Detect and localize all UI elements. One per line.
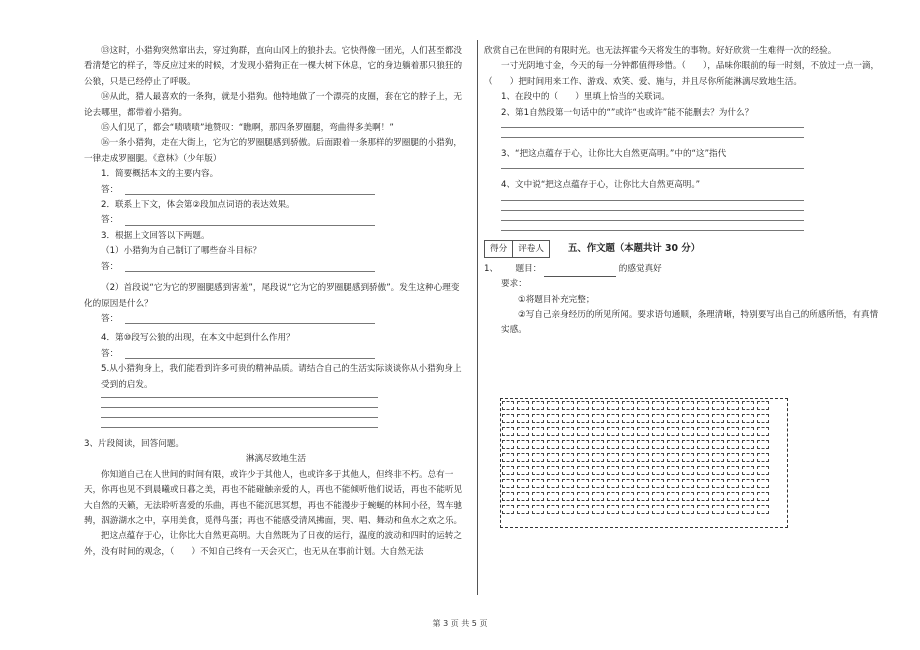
grid-cell[interactable] (667, 479, 679, 488)
grid-cell[interactable] (562, 453, 574, 462)
grid-cell[interactable] (547, 414, 559, 423)
grid-cell[interactable] (757, 466, 769, 475)
grid-cell[interactable] (547, 401, 559, 410)
grid-cell[interactable] (532, 479, 544, 488)
grid-cell[interactable] (562, 466, 574, 475)
grid-cell[interactable] (712, 479, 724, 488)
writing-requirements-label: 要求： (501, 279, 527, 290)
grid-cell[interactable] (637, 492, 649, 501)
grid-cell[interactable] (532, 427, 544, 436)
grid-cell[interactable] (547, 427, 559, 436)
grid-cell[interactable] (502, 466, 514, 475)
grid-cell[interactable] (532, 453, 544, 462)
grid-cell[interactable] (667, 414, 679, 423)
grid-cell[interactable] (652, 427, 664, 436)
grid-cell[interactable] (697, 427, 709, 436)
writing-grid[interactable] (500, 398, 788, 528)
answer-line-2[interactable] (84, 213, 468, 228)
answer-label: 答： (101, 184, 119, 195)
grid-row (501, 490, 787, 503)
grid-cell[interactable] (577, 414, 589, 423)
grid-cell[interactable] (652, 466, 664, 475)
grid-cell[interactable] (502, 427, 514, 436)
question-2: 2．联系上下文，体会第②段加点词语的表达效果。 (101, 200, 295, 211)
question-3-1: （1）小猎狗为自己制订了哪些奋斗目标？ (101, 246, 262, 257)
grid-cell[interactable] (562, 427, 574, 436)
score-label: 得分 (490, 243, 508, 254)
story-paragraph-14: ⑭从此，猎人最喜欢的一条狗，就是小猎狗。他特地做了一个漂亮的皮圈，套在它的脖子上，无论去哪里，都带着小猎狗。 (84, 92, 462, 118)
grid-cell[interactable] (577, 453, 589, 462)
reading-paragraph-2-cont: 欣赏自己在世间的有限时光。也无法挥霍今天将发生的事物。好好欣赏一生难得一次的经验。 (484, 46, 837, 56)
grid-cell[interactable] (517, 505, 529, 514)
grid-cell[interactable] (697, 466, 709, 475)
score-box (484, 240, 550, 258)
grid-cell[interactable] (652, 440, 664, 449)
grid-cell[interactable] (592, 479, 604, 488)
grid-cell[interactable] (697, 479, 709, 488)
grid-cell[interactable] (547, 505, 559, 514)
grid-cell[interactable] (577, 440, 589, 449)
grid-cell[interactable] (727, 427, 739, 436)
grid-cell[interactable] (682, 427, 694, 436)
grid-cell[interactable] (727, 466, 739, 475)
reading-paragraph-2: 把这点蕴存于心，让你比大自然更高明。大自然既为了日夜的运行，温度的波动和四时的运转之外，没有时间的观念，（ ）不知自己终有一天会灭亡，也无从在事前计划。大自然无法 (84, 531, 462, 557)
reading-question-1: 1、在段中的（ ）里填上恰当的关联词。 (501, 92, 670, 103)
grid-row (501, 399, 787, 412)
grid-cell[interactable] (562, 479, 574, 488)
grid-cell[interactable] (682, 401, 694, 410)
grid-cell[interactable] (622, 440, 634, 449)
grid-cell[interactable] (712, 401, 724, 410)
grid-cell[interactable] (757, 401, 769, 410)
grid-cell[interactable] (517, 453, 529, 462)
grid-row (501, 425, 787, 438)
grid-cell[interactable] (757, 479, 769, 488)
grid-cell[interactable] (502, 479, 514, 488)
title-blank[interactable] (544, 264, 616, 277)
grid-cell[interactable] (682, 440, 694, 449)
grid-cell[interactable] (502, 414, 514, 423)
grid-cell[interactable] (712, 440, 724, 449)
grid-cell[interactable] (607, 401, 619, 410)
grid-cell[interactable] (577, 466, 589, 475)
grid-cell[interactable] (682, 492, 694, 501)
grid-cell[interactable] (727, 479, 739, 488)
grid-cell[interactable] (742, 401, 754, 410)
grid-row (501, 503, 787, 516)
question-3: 3．根据上文回答以下两题。 (101, 230, 210, 241)
grid-cell[interactable] (547, 453, 559, 462)
grid-cell[interactable] (517, 466, 529, 475)
grid-cell[interactable] (532, 401, 544, 410)
grid-cell[interactable] (682, 505, 694, 514)
grid-cell[interactable] (622, 453, 634, 462)
answer-label: 答： (101, 313, 119, 324)
grid-cell[interactable] (562, 492, 574, 501)
grid-cell[interactable] (577, 492, 589, 501)
grid-cell[interactable] (652, 492, 664, 501)
grid-cell[interactable] (622, 479, 634, 488)
grid-cell[interactable] (622, 466, 634, 475)
grid-cell[interactable] (712, 466, 724, 475)
grid-cell[interactable] (757, 505, 769, 514)
grid-cell[interactable] (607, 466, 619, 475)
grid-cell[interactable] (577, 401, 589, 410)
grid-cell[interactable] (637, 440, 649, 449)
grid-cell[interactable] (697, 492, 709, 501)
grid-cell[interactable] (637, 427, 649, 436)
grid-cell[interactable] (532, 414, 544, 423)
grid-cell[interactable] (517, 401, 529, 410)
answer-label: 答： (101, 261, 119, 272)
grid-cell[interactable] (712, 427, 724, 436)
grid-row (501, 412, 787, 425)
answer-label: 答： (101, 348, 119, 359)
grid-cell[interactable] (682, 479, 694, 488)
grid-cell[interactable] (532, 492, 544, 501)
grid-cell[interactable] (577, 505, 589, 514)
grid-cell[interactable] (502, 401, 514, 410)
grid-cell[interactable] (607, 414, 619, 423)
grid-cell[interactable] (622, 401, 634, 410)
grid-cell[interactable] (637, 479, 649, 488)
grid-cell[interactable] (652, 414, 664, 423)
grid-cell[interactable] (712, 492, 724, 501)
answer-line-3-2[interactable] (84, 312, 468, 327)
grid-cell[interactable] (607, 453, 619, 462)
grid-cell[interactable] (742, 505, 754, 514)
grid-cell[interactable] (667, 492, 679, 501)
grid-cell[interactable] (742, 466, 754, 475)
answer-line-1[interactable] (84, 183, 468, 198)
grid-cell[interactable] (592, 505, 604, 514)
grid-cell[interactable] (622, 492, 634, 501)
grid-cell[interactable] (727, 440, 739, 449)
writing-suffix: 的感觉真好 (618, 263, 662, 274)
grid-cell[interactable] (652, 401, 664, 410)
answer-lines-r4[interactable] (484, 200, 884, 231)
writing-number: 1、 (484, 263, 499, 274)
grid-cell[interactable] (592, 440, 604, 449)
grid-cell[interactable] (742, 479, 754, 488)
writing-requirement-1: ①将题目补充完整； (518, 294, 595, 305)
grid-cell[interactable] (697, 401, 709, 410)
grid-cell[interactable] (727, 505, 739, 514)
grid-cell[interactable] (607, 427, 619, 436)
grid-row (501, 477, 787, 490)
column-divider (477, 40, 478, 595)
writing-requirement-2: ②写自己亲身经历的所见所闻。要求语句通顺，条理清晰，特别要写出自己的所感所悟，有真情实感。 (501, 310, 879, 336)
grid-cell[interactable] (592, 401, 604, 410)
grid-cell[interactable] (682, 414, 694, 423)
grid-cell[interactable] (742, 453, 754, 462)
grid-cell[interactable] (577, 479, 589, 488)
grid-cell[interactable] (637, 401, 649, 410)
grid-cell[interactable] (712, 414, 724, 423)
grid-cell[interactable] (742, 492, 754, 501)
section-5-header (484, 240, 884, 258)
grid-cell[interactable] (577, 427, 589, 436)
grid-cell[interactable] (727, 453, 739, 462)
grid-cell[interactable] (637, 414, 649, 423)
grid-cell[interactable] (517, 492, 529, 501)
grid-cell[interactable] (667, 505, 679, 514)
grid-cell[interactable] (532, 466, 544, 475)
reading-question-2: 2、第1自然段第一句话中的“”或许“也或许”能不能删去？为什么？ (501, 107, 754, 118)
grid-cell[interactable] (607, 440, 619, 449)
question-1: 1．简要概括本文的主要内容。 (101, 169, 219, 180)
grader-label: 评卷人 (512, 241, 549, 257)
grid-cell[interactable] (547, 492, 559, 501)
grid-cell[interactable] (517, 427, 529, 436)
grid-cell[interactable] (637, 505, 649, 514)
grid-cell[interactable] (592, 427, 604, 436)
grid-cell[interactable] (757, 453, 769, 462)
grid-cell[interactable] (562, 505, 574, 514)
writing-prefix: 题目： (515, 263, 542, 274)
grid-cell[interactable] (592, 466, 604, 475)
answer-lines-r2[interactable] (484, 127, 884, 138)
grid-cell[interactable] (667, 401, 679, 410)
grid-cell[interactable] (532, 440, 544, 449)
grid-cell[interactable] (592, 492, 604, 501)
grid-cell[interactable] (757, 427, 769, 436)
grid-cell[interactable] (742, 440, 754, 449)
reading-intro: 3、片段阅读，回答问题。 (84, 438, 184, 449)
grid-cell[interactable] (757, 492, 769, 501)
grid-cell[interactable] (727, 414, 739, 423)
grid-cell[interactable] (727, 492, 739, 501)
question-4: 4．第⑩段写公狼的出现，在本文中起到什么作用？ (101, 333, 295, 344)
grid-cell[interactable] (502, 453, 514, 462)
right-column (484, 44, 884, 339)
section-title: 五、作文题（本题共计 30 分） (568, 243, 701, 255)
reading-question-4: 4、文中说“把这点蕴存于心，让你比大自然更高明。” (501, 180, 701, 191)
grid-cell[interactable] (757, 414, 769, 423)
grid-cell[interactable] (652, 505, 664, 514)
grid-cell[interactable] (682, 453, 694, 462)
story-paragraph-13: ⑬这时，小猎狗突然窜出去，穿过狗群，直向山冈上的狼扑去。它快得像一团光，人们甚至都没看清楚它的样子，等反应过来的时候，才发现小猎狗正在一棵大树下休息，它的身边躺着那只狼狂的公狼，只是已经停止了呼吸。 (84, 46, 463, 87)
grid-cell[interactable] (607, 492, 619, 501)
grid-cell[interactable] (637, 466, 649, 475)
question-5: 5.从小猎狗身上，我们能看到许多可贵的精神品质。请结合自己的生活实际谈谈你从小猎狗身上受到的启发。 (101, 364, 462, 390)
grid-cell[interactable] (727, 401, 739, 410)
grid-cell[interactable] (547, 479, 559, 488)
grid-row (501, 464, 787, 477)
grid-cell[interactable] (652, 453, 664, 462)
reading-title: 淋漓尽致地生活 (245, 454, 307, 465)
grid-cell[interactable] (622, 505, 634, 514)
grid-cell[interactable] (547, 440, 559, 449)
grid-cell[interactable] (517, 414, 529, 423)
grid-row (501, 451, 787, 464)
grid-cell[interactable] (742, 427, 754, 436)
grid-cell[interactable] (517, 479, 529, 488)
grid-cell[interactable] (562, 440, 574, 449)
story-paragraph-16: ⑯一条小猎狗，走在大街上，它为它的罗圈腿感到骄傲。后面跟着一条那样的罗圈腿的小猎狗，一律走成罗圈腿。《意林》（少年版） (84, 138, 462, 164)
question-3-2: （2）首段说“它为它的罗圈腿感到害羞”，尾段说“它为它的罗圈腿感到骄傲”。发生这种心理变化的原因是什么？ (84, 283, 460, 309)
answer-line-4[interactable] (84, 347, 468, 362)
grid-cell[interactable] (757, 440, 769, 449)
left-column (84, 44, 468, 560)
grid-row (501, 438, 787, 451)
grid-cell[interactable] (622, 427, 634, 436)
grid-cell[interactable] (607, 479, 619, 488)
grid-cell[interactable] (652, 479, 664, 488)
reading-paragraph-3: 一寸光阴地寸金，今天的每一分钟都值得珍惜。（ ），品味你眼前的每一时刻，不放过一点一滴，（ ）把时间用来工作、游戏、欢笑、爱、施与，并且尽你所能淋漓尽致地生活。 (484, 61, 880, 87)
grid-cell[interactable] (697, 414, 709, 423)
reading-question-3: 3、“把这点蕴存于心，让你比大自然更高明。”中的“这”指代 (501, 149, 727, 160)
grid-cell[interactable] (697, 505, 709, 514)
writing-topic (484, 262, 884, 277)
grid-cell[interactable] (667, 466, 679, 475)
story-paragraph-15: ⑮人们见了，都会“啧啧啧”地赞叹：“瞧啊，那四条罗圈腿，弯曲得多美啊！” (101, 123, 394, 134)
grid-cell[interactable] (697, 453, 709, 462)
grid-cell[interactable] (547, 466, 559, 475)
grid-cell[interactable] (622, 414, 634, 423)
grid-cell[interactable] (502, 440, 514, 449)
reading-paragraph-1: 你知道自己在人世间的时间有限，或许少于其他人，也或许多于其他人，但终非不朽。总有一天，你再也见不到晨曦或日暮之美，再也不能碰触亲爱的人，再也不能倾听他们说话，再也不能听见大自然的天籁，无法聆听喜爱的乐曲，再也不能沉思冥想，再也不能漫步于蜿蜒的林间小径，驾车驰骋，泅游湖水之中，享用美食，觅得鸟蛋；再也不能感受清风拂面，哭、唱、舞动和鱼水之欢之乐。 (84, 469, 463, 526)
answer-lines-r3[interactable] (484, 168, 884, 169)
grid-cell[interactable] (532, 505, 544, 514)
grid-cell[interactable] (712, 453, 724, 462)
answer-lines-5[interactable] (84, 397, 468, 428)
grid-cell[interactable] (697, 440, 709, 449)
grid-cell[interactable] (682, 466, 694, 475)
grid-cell[interactable] (592, 453, 604, 462)
grid-cell[interactable] (667, 427, 679, 436)
grid-cell[interactable] (502, 505, 514, 514)
grid-cell[interactable] (517, 440, 529, 449)
grid-cell[interactable] (562, 414, 574, 423)
grid-cell[interactable] (607, 505, 619, 514)
grid-cell[interactable] (562, 401, 574, 410)
grid-cell[interactable] (667, 440, 679, 449)
answer-line-3-1[interactable] (84, 260, 468, 275)
grid-cell[interactable] (502, 492, 514, 501)
grid-cell[interactable] (667, 453, 679, 462)
answer-label: 答： (101, 215, 119, 226)
grid-cell[interactable] (637, 453, 649, 462)
grid-cell[interactable] (592, 414, 604, 423)
grid-cell[interactable] (742, 414, 754, 423)
page-footer: 第 3 页 共 5 页 (432, 619, 488, 628)
grid-cell[interactable] (712, 505, 724, 514)
